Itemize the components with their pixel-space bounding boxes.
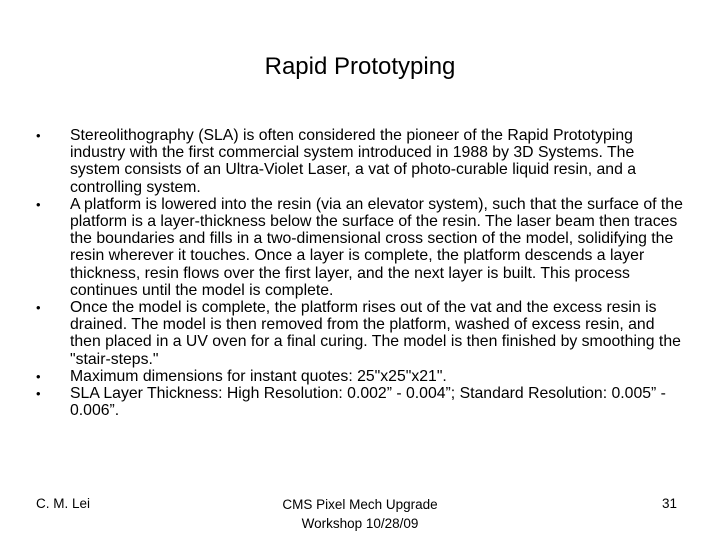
bullet-marker: • <box>36 196 41 212</box>
bullet-list <box>36 127 686 419</box>
bullet-item <box>36 368 686 385</box>
bullet-text: Once the model is complete, the platform rises out of the vat and the excess resin is drained. The model is then removed from the platform, washed of excess resin, and then placed in a UV oven for a final curing. The model is then finished by smoothing the "stair-steps." <box>70 299 681 368</box>
bullet-text: Maximum dimensions for instant quotes: 25"x25"x21". <box>70 367 447 385</box>
slide-number: 31 <box>661 496 677 511</box>
bullet-item <box>36 127 686 196</box>
bullet-item <box>36 385 686 419</box>
bullet-marker: • <box>36 300 41 316</box>
bullet-marker: • <box>36 368 41 384</box>
footer-event-line2: Workshop 10/28/09 <box>301 516 419 531</box>
bullet-item <box>36 196 686 299</box>
bullet-text: Stereolithography (SLA) is often considered the pioneer of the Rapid Prototyping industry with the first commercial system introduced in 1988 by 3D Systems. The system consists of an Ultra-Violet Laser, a vat of photo-curable liquid resin, and a controlling system. <box>70 127 637 196</box>
footer-event-line1: CMS Pixel Mech Upgrade <box>282 497 438 512</box>
slide-title: Rapid Prototyping <box>264 53 456 80</box>
bullet-marker: • <box>36 386 41 402</box>
bullet-text: A platform is lowered into the resin (via an elevator system), such that the surface of the platform is a layer-thickness below the surface of the resin. The laser beam then traces the boundaries and fills in a two-dimensional cross section of the model, solidifying the resin wherever it touches. Once a layer is complete, the platform descends a layer thickness, resin flows over the first layer, and the next layer is built. This process continues until the model is complete. <box>70 195 683 299</box>
bullet-text: SLA Layer Thickness: High Resolution: 0.002” - 0.004”; Standard Resolution: 0.005” - 0.006”. <box>70 385 666 420</box>
bullet-item <box>36 299 686 368</box>
bullet-marker: • <box>36 128 41 143</box>
footer-author: C. M. Lei <box>36 496 91 511</box>
footer-event <box>240 495 480 533</box>
